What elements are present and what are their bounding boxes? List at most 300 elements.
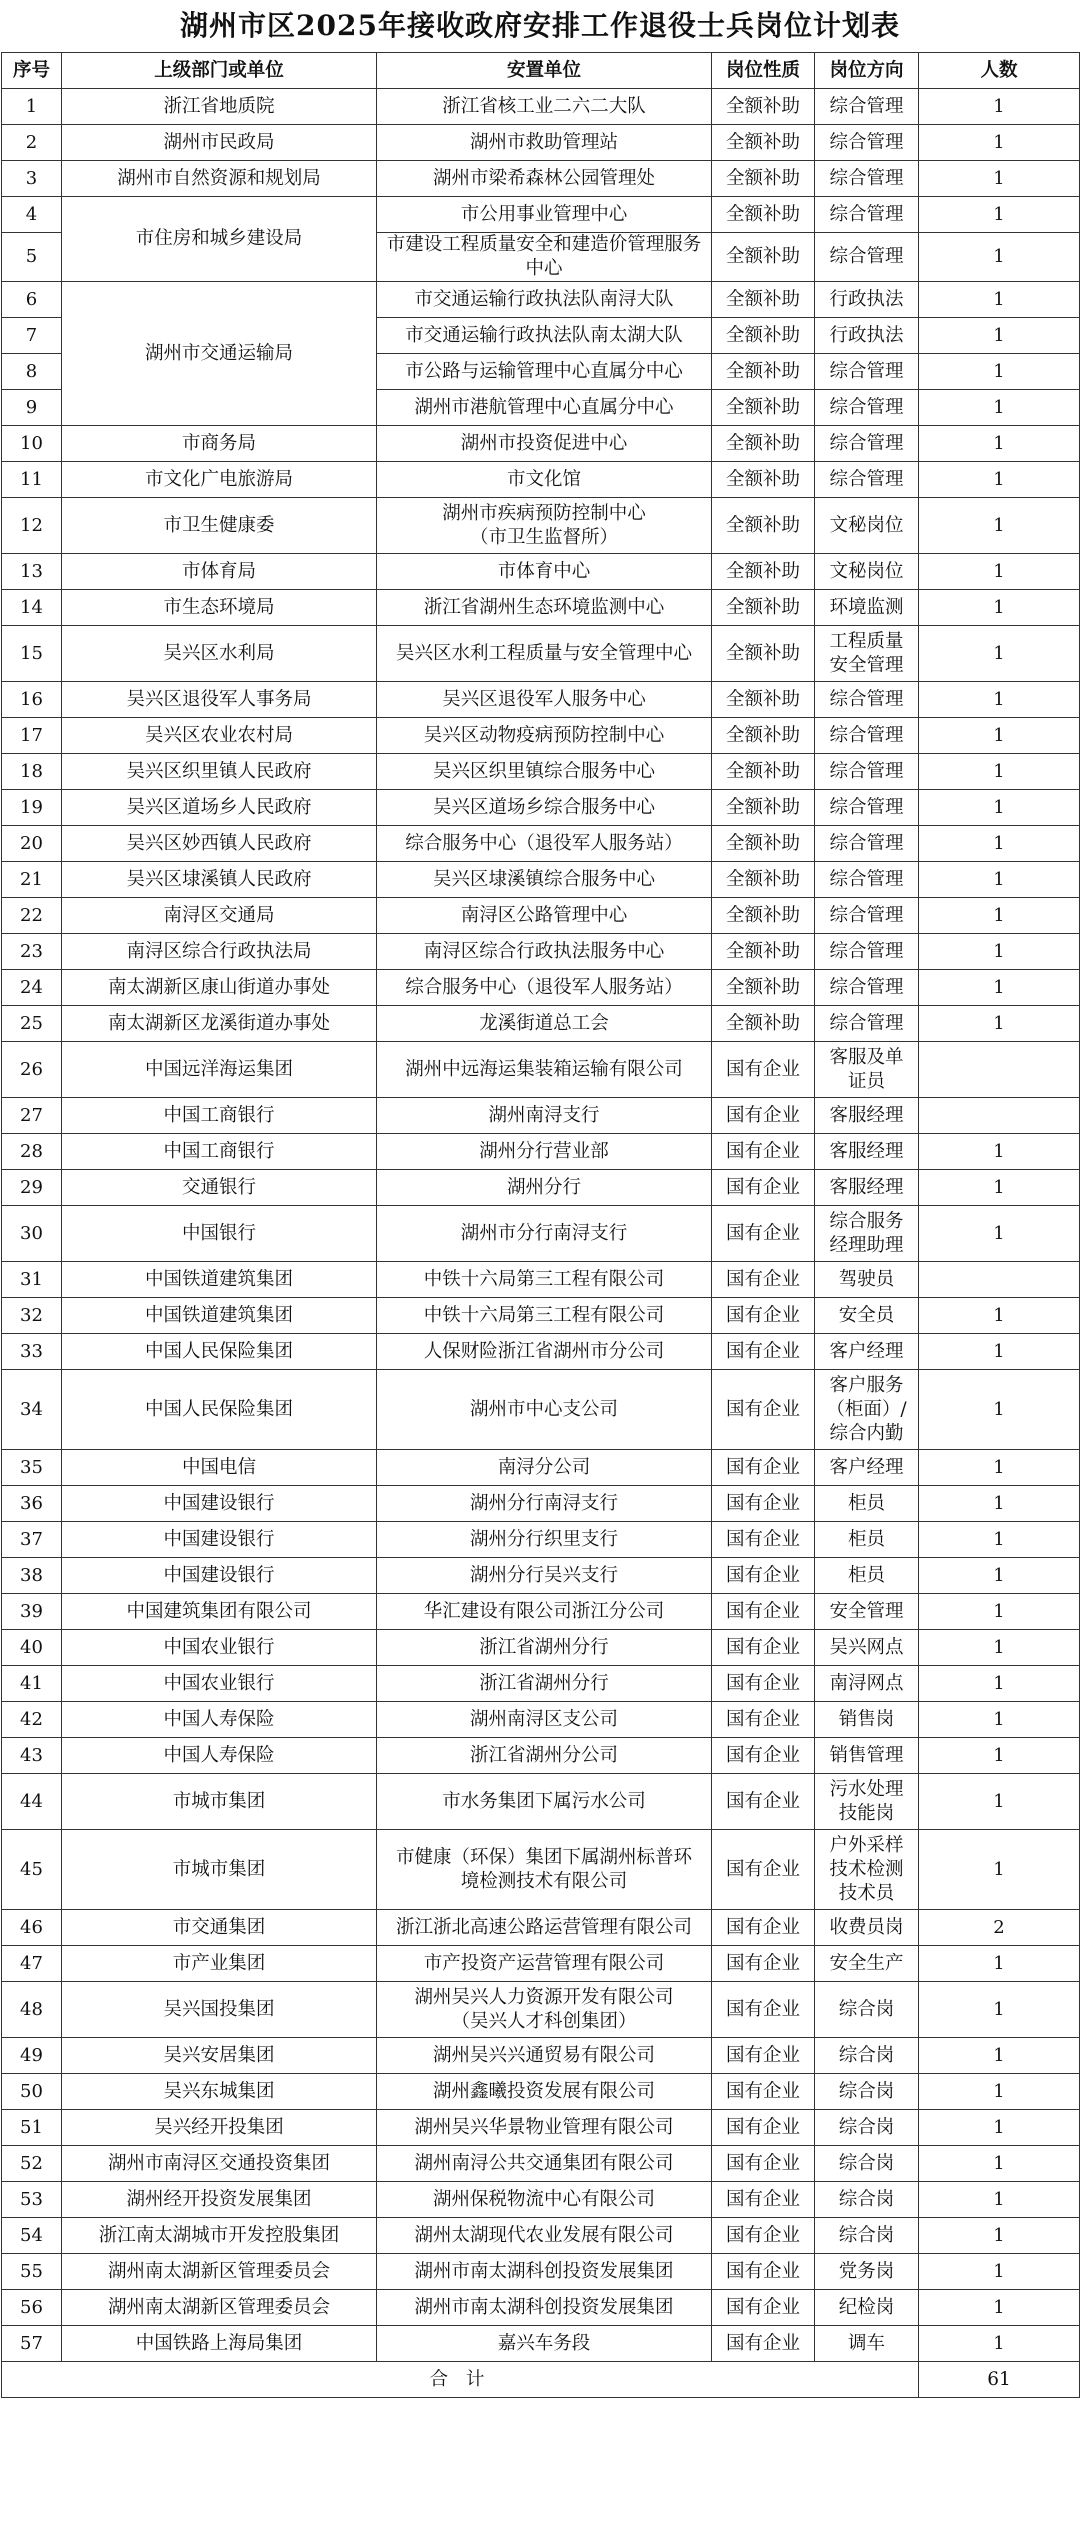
position-direction: 行政执法 bbox=[815, 318, 919, 354]
table-row bbox=[2, 2254, 1080, 2290]
headcount bbox=[919, 1042, 1080, 1098]
placement-unit: 人保财险浙江省湖州市分公司 bbox=[377, 1334, 712, 1370]
headcount: 1 bbox=[919, 1594, 1080, 1630]
parent-unit: 吴兴安居集团 bbox=[62, 2038, 377, 2074]
placement-unit: 浙江省湖州分公司 bbox=[377, 1738, 712, 1774]
placement-unit: 湖州吴兴兴通贸易有限公司 bbox=[377, 2038, 712, 2074]
placement-unit: 湖州市投资促进中心 bbox=[377, 426, 712, 462]
parent-unit: 湖州市交通运输局 bbox=[62, 282, 377, 426]
parent-unit: 中国工商银行 bbox=[62, 1134, 377, 1170]
position-direction: 综合管理 bbox=[815, 161, 919, 197]
position-nature: 全额补助 bbox=[712, 970, 815, 1006]
headcount: 1 bbox=[919, 590, 1080, 626]
parent-unit: 市体育局 bbox=[62, 554, 377, 590]
placement-unit: 南浔区综合行政执法服务中心 bbox=[377, 934, 712, 970]
position-nature: 国有企业 bbox=[712, 1486, 815, 1522]
parent-unit: 中国建筑集团有限公司 bbox=[62, 1594, 377, 1630]
parent-unit: 吴兴区退役军人事务局 bbox=[62, 682, 377, 718]
row-index: 46 bbox=[2, 1910, 62, 1946]
position-nature: 全额补助 bbox=[712, 934, 815, 970]
placement-unit: 南浔区公路管理中心 bbox=[377, 898, 712, 934]
table-row bbox=[2, 862, 1080, 898]
placement-unit: 湖州分行 bbox=[377, 1170, 712, 1206]
position-direction: 驾驶员 bbox=[815, 1262, 919, 1298]
page-title: 湖州市区2025年接收政府安排工作退役士兵岗位计划表 bbox=[180, 9, 900, 42]
position-direction: 户外采样 技术检测 技术员 bbox=[815, 1830, 919, 1910]
position-direction: 综合管理 bbox=[815, 1006, 919, 1042]
table-row bbox=[2, 898, 1080, 934]
row-index: 22 bbox=[2, 898, 62, 934]
placement-unit: 吴兴区织里镇综合服务中心 bbox=[377, 754, 712, 790]
row-index: 38 bbox=[2, 1558, 62, 1594]
position-direction: 综合管理 bbox=[815, 197, 919, 233]
position-nature: 全额补助 bbox=[712, 125, 815, 161]
placement-unit: 市公路与运输管理中心直属分中心 bbox=[377, 354, 712, 390]
table-row bbox=[2, 682, 1080, 718]
table-row bbox=[2, 1262, 1080, 1298]
placement-unit: 浙江省湖州分行 bbox=[377, 1666, 712, 1702]
table-row bbox=[2, 1666, 1080, 1702]
placement-unit: 吴兴区道场乡综合服务中心 bbox=[377, 790, 712, 826]
headcount bbox=[919, 1098, 1080, 1134]
position-direction: 纪检岗 bbox=[815, 2290, 919, 2326]
table-row bbox=[2, 1170, 1080, 1206]
position-nature: 国有企业 bbox=[712, 2218, 815, 2254]
row-index: 13 bbox=[2, 554, 62, 590]
parent-unit: 吴兴国投集团 bbox=[62, 1982, 377, 2038]
table-row bbox=[2, 718, 1080, 754]
row-index: 28 bbox=[2, 1134, 62, 1170]
headcount: 1 bbox=[919, 1830, 1080, 1910]
position-nature: 全额补助 bbox=[712, 1006, 815, 1042]
table-row bbox=[2, 2326, 1080, 2362]
position-nature: 国有企业 bbox=[712, 1946, 815, 1982]
position-direction: 柜员 bbox=[815, 1558, 919, 1594]
position-direction: 综合岗 bbox=[815, 1982, 919, 2038]
position-direction: 污水处理 技能岗 bbox=[815, 1774, 919, 1830]
position-nature: 全额补助 bbox=[712, 754, 815, 790]
placement-unit: 龙溪街道总工会 bbox=[377, 1006, 712, 1042]
position-direction: 销售岗 bbox=[815, 1702, 919, 1738]
placement-unit: 湖州吴兴华景物业管理有限公司 bbox=[377, 2110, 712, 2146]
placement-unit: 湖州吴兴人力资源开发有限公司 （吴兴人才科创集团） bbox=[377, 1982, 712, 2038]
position-nature: 全额补助 bbox=[712, 233, 815, 282]
placement-unit: 市产投资产运营管理有限公司 bbox=[377, 1946, 712, 1982]
position-direction: 综合管理 bbox=[815, 826, 919, 862]
row-index: 53 bbox=[2, 2182, 62, 2218]
row-index: 3 bbox=[2, 161, 62, 197]
placement-unit: 湖州市南太湖科创投资发展集团 bbox=[377, 2290, 712, 2326]
headcount: 1 bbox=[919, 1738, 1080, 1774]
headcount: 1 bbox=[919, 462, 1080, 498]
position-nature: 国有企业 bbox=[712, 1450, 815, 1486]
row-index: 42 bbox=[2, 1702, 62, 1738]
position-nature: 国有企业 bbox=[712, 1666, 815, 1702]
parent-unit: 吴兴区织里镇人民政府 bbox=[62, 754, 377, 790]
row-index: 33 bbox=[2, 1334, 62, 1370]
placement-unit: 中铁十六局第三工程有限公司 bbox=[377, 1298, 712, 1334]
table-row bbox=[2, 1298, 1080, 1334]
row-index: 39 bbox=[2, 1594, 62, 1630]
parent-unit: 吴兴东城集团 bbox=[62, 2074, 377, 2110]
placement-unit: 浙江浙北高速公路运营管理有限公司 bbox=[377, 1910, 712, 1946]
row-index: 25 bbox=[2, 1006, 62, 1042]
parent-unit: 中国工商银行 bbox=[62, 1098, 377, 1134]
table-row bbox=[2, 2038, 1080, 2074]
table-row bbox=[2, 590, 1080, 626]
position-nature: 全额补助 bbox=[712, 590, 815, 626]
placement-unit: 湖州市港航管理中心直属分中心 bbox=[377, 390, 712, 426]
row-index: 55 bbox=[2, 2254, 62, 2290]
position-direction: 客户经理 bbox=[815, 1334, 919, 1370]
table-row bbox=[2, 1522, 1080, 1558]
row-index: 12 bbox=[2, 498, 62, 554]
row-index: 57 bbox=[2, 2326, 62, 2362]
parent-unit: 吴兴区水利局 bbox=[62, 626, 377, 682]
table-row bbox=[2, 1042, 1080, 1098]
parent-unit: 中国建设银行 bbox=[62, 1486, 377, 1522]
headcount: 1 bbox=[919, 1666, 1080, 1702]
headcount: 1 bbox=[919, 790, 1080, 826]
position-nature: 全额补助 bbox=[712, 390, 815, 426]
headcount: 1 bbox=[919, 1982, 1080, 2038]
position-direction: 综合管理 bbox=[815, 462, 919, 498]
placement-unit: 市交通运输行政执法队南太湖大队 bbox=[377, 318, 712, 354]
headcount: 1 bbox=[919, 1370, 1080, 1450]
table-row bbox=[2, 1006, 1080, 1042]
headcount: 1 bbox=[919, 626, 1080, 682]
table-header-row bbox=[2, 53, 1080, 89]
position-nature: 国有企业 bbox=[712, 1774, 815, 1830]
table-row bbox=[2, 426, 1080, 462]
placement-unit: 湖州南浔区支公司 bbox=[377, 1702, 712, 1738]
header-parent-unit: 上级部门或单位 bbox=[62, 53, 377, 89]
parent-unit: 市城市集团 bbox=[62, 1774, 377, 1830]
row-index: 20 bbox=[2, 826, 62, 862]
row-index: 31 bbox=[2, 1262, 62, 1298]
placement-unit: 市健康（环保）集团下属湖州标普环 境检测技术有限公司 bbox=[377, 1830, 712, 1910]
position-nature: 国有企业 bbox=[712, 1558, 815, 1594]
row-index: 26 bbox=[2, 1042, 62, 1098]
row-index: 51 bbox=[2, 2110, 62, 2146]
parent-unit: 湖州市自然资源和规划局 bbox=[62, 161, 377, 197]
position-direction: 调车 bbox=[815, 2326, 919, 2362]
table-row bbox=[2, 1830, 1080, 1910]
placement-unit: 吴兴区动物疫病预防控制中心 bbox=[377, 718, 712, 754]
headcount: 1 bbox=[919, 2326, 1080, 2362]
position-nature: 全额补助 bbox=[712, 718, 815, 754]
position-direction: 客服经理 bbox=[815, 1098, 919, 1134]
parent-unit: 中国人民保险集团 bbox=[62, 1370, 377, 1450]
table-row bbox=[2, 1206, 1080, 1262]
headcount: 1 bbox=[919, 1206, 1080, 1262]
position-nature: 国有企业 bbox=[712, 2110, 815, 2146]
placement-unit: 市文化馆 bbox=[377, 462, 712, 498]
placement-unit: 湖州分行织里支行 bbox=[377, 1522, 712, 1558]
placement-unit: 湖州市分行南浔支行 bbox=[377, 1206, 712, 1262]
position-direction: 安全员 bbox=[815, 1298, 919, 1334]
position-direction: 安全生产 bbox=[815, 1946, 919, 1982]
placement-unit: 市体育中心 bbox=[377, 554, 712, 590]
parent-unit: 吴兴区农业农村局 bbox=[62, 718, 377, 754]
table-row bbox=[2, 1098, 1080, 1134]
parent-unit: 市文化广电旅游局 bbox=[62, 462, 377, 498]
row-index: 5 bbox=[2, 233, 62, 282]
header-count: 人数 bbox=[919, 53, 1080, 89]
headcount: 1 bbox=[919, 718, 1080, 754]
header-index: 序号 bbox=[2, 53, 62, 89]
position-nature: 全额补助 bbox=[712, 197, 815, 233]
parent-unit: 南浔区交通局 bbox=[62, 898, 377, 934]
placement-unit: 吴兴区埭溪镇综合服务中心 bbox=[377, 862, 712, 898]
parent-unit: 南太湖新区龙溪街道办事处 bbox=[62, 1006, 377, 1042]
table-row bbox=[2, 1774, 1080, 1830]
parent-unit: 吴兴区道场乡人民政府 bbox=[62, 790, 377, 826]
headcount: 1 bbox=[919, 2290, 1080, 2326]
position-nature: 国有企业 bbox=[712, 1738, 815, 1774]
headcount: 1 bbox=[919, 354, 1080, 390]
parent-unit: 市城市集团 bbox=[62, 1830, 377, 1910]
position-nature: 国有企业 bbox=[712, 1042, 815, 1098]
position-nature: 全额补助 bbox=[712, 426, 815, 462]
parent-unit: 南浔区综合行政执法局 bbox=[62, 934, 377, 970]
position-direction: 综合管理 bbox=[815, 125, 919, 161]
parent-unit: 中国建设银行 bbox=[62, 1522, 377, 1558]
headcount: 1 bbox=[919, 1170, 1080, 1206]
position-direction: 综合管理 bbox=[815, 426, 919, 462]
row-index: 9 bbox=[2, 390, 62, 426]
placement-unit: 湖州市中心支公司 bbox=[377, 1370, 712, 1450]
placement-unit: 湖州市南太湖科创投资发展集团 bbox=[377, 2254, 712, 2290]
placement-unit: 中铁十六局第三工程有限公司 bbox=[377, 1262, 712, 1298]
position-direction: 综合管理 bbox=[815, 970, 919, 1006]
position-direction: 综合管理 bbox=[815, 754, 919, 790]
placement-unit: 湖州市救助管理站 bbox=[377, 125, 712, 161]
position-nature: 国有企业 bbox=[712, 2254, 815, 2290]
row-index: 7 bbox=[2, 318, 62, 354]
position-direction: 南浔网点 bbox=[815, 1666, 919, 1702]
parent-unit: 中国人寿保险 bbox=[62, 1738, 377, 1774]
placement-unit: 湖州鑫曦投资发展有限公司 bbox=[377, 2074, 712, 2110]
headcount: 1 bbox=[919, 318, 1080, 354]
table-row bbox=[2, 970, 1080, 1006]
table-row bbox=[2, 1334, 1080, 1370]
table-row bbox=[2, 2290, 1080, 2326]
headcount: 1 bbox=[919, 498, 1080, 554]
position-nature: 全额补助 bbox=[712, 626, 815, 682]
placement-unit: 南浔分公司 bbox=[377, 1450, 712, 1486]
row-index: 43 bbox=[2, 1738, 62, 1774]
placement-unit: 湖州市梁希森林公园管理处 bbox=[377, 161, 712, 197]
row-index: 50 bbox=[2, 2074, 62, 2110]
table-row bbox=[2, 554, 1080, 590]
position-direction: 吴兴网点 bbox=[815, 1630, 919, 1666]
placement-unit: 华汇建设有限公司浙江分公司 bbox=[377, 1594, 712, 1630]
position-direction: 收费员岗 bbox=[815, 1910, 919, 1946]
position-nature: 国有企业 bbox=[712, 2074, 815, 2110]
position-nature: 国有企业 bbox=[712, 1098, 815, 1134]
position-direction: 综合岗 bbox=[815, 2074, 919, 2110]
headcount: 1 bbox=[919, 2218, 1080, 2254]
position-nature: 全额补助 bbox=[712, 826, 815, 862]
placement-unit: 市水务集团下属污水公司 bbox=[377, 1774, 712, 1830]
position-nature: 国有企业 bbox=[712, 1630, 815, 1666]
position-nature: 全额补助 bbox=[712, 161, 815, 197]
placement-unit: 市建设工程质量安全和建造价管理服务中心 bbox=[377, 233, 712, 282]
table-row bbox=[2, 826, 1080, 862]
parent-unit: 湖州南太湖新区管理委员会 bbox=[62, 2254, 377, 2290]
table-row bbox=[2, 934, 1080, 970]
table-row bbox=[2, 1946, 1080, 1982]
position-direction: 柜员 bbox=[815, 1486, 919, 1522]
headcount: 1 bbox=[919, 2038, 1080, 2074]
position-direction: 客户经理 bbox=[815, 1450, 919, 1486]
table-row bbox=[2, 1738, 1080, 1774]
position-nature: 国有企业 bbox=[712, 1594, 815, 1630]
placement-unit: 湖州市疾病预防控制中心 （市卫生监督所） bbox=[377, 498, 712, 554]
parent-unit: 浙江南太湖城市开发控股集团 bbox=[62, 2218, 377, 2254]
row-index: 17 bbox=[2, 718, 62, 754]
table-row bbox=[2, 2110, 1080, 2146]
parent-unit: 中国电信 bbox=[62, 1450, 377, 1486]
position-direction: 环境监测 bbox=[815, 590, 919, 626]
row-index: 36 bbox=[2, 1486, 62, 1522]
headcount: 1 bbox=[919, 282, 1080, 318]
position-direction: 安全管理 bbox=[815, 1594, 919, 1630]
headcount: 1 bbox=[919, 426, 1080, 462]
placement-unit: 综合服务中心（退役军人服务站） bbox=[377, 826, 712, 862]
position-nature: 全额补助 bbox=[712, 318, 815, 354]
position-direction: 综合管理 bbox=[815, 233, 919, 282]
position-direction: 客服经理 bbox=[815, 1134, 919, 1170]
parent-unit: 浙江省地质院 bbox=[62, 89, 377, 125]
table-row bbox=[2, 1370, 1080, 1450]
table-row bbox=[2, 1594, 1080, 1630]
total-value: 61 bbox=[919, 2362, 1080, 2398]
position-direction: 综合管理 bbox=[815, 89, 919, 125]
row-index: 10 bbox=[2, 426, 62, 462]
header-placement-unit: 安置单位 bbox=[377, 53, 712, 89]
parent-unit: 湖州市南浔区交通投资集团 bbox=[62, 2146, 377, 2182]
headcount: 1 bbox=[919, 161, 1080, 197]
headcount: 1 bbox=[919, 1558, 1080, 1594]
placement-unit: 综合服务中心（退役军人服务站） bbox=[377, 970, 712, 1006]
positions-table bbox=[1, 52, 1080, 2398]
position-direction: 工程质量 安全管理 bbox=[815, 626, 919, 682]
position-nature: 国有企业 bbox=[712, 2038, 815, 2074]
parent-unit: 市住房和城乡建设局 bbox=[62, 197, 377, 282]
position-direction: 综合岗 bbox=[815, 2110, 919, 2146]
position-direction: 综合管理 bbox=[815, 862, 919, 898]
position-direction: 文秘岗位 bbox=[815, 498, 919, 554]
row-index: 48 bbox=[2, 1982, 62, 2038]
table-row bbox=[2, 161, 1080, 197]
position-nature: 国有企业 bbox=[712, 1910, 815, 1946]
position-nature: 国有企业 bbox=[712, 1262, 815, 1298]
row-index: 8 bbox=[2, 354, 62, 390]
row-index: 23 bbox=[2, 934, 62, 970]
headcount: 1 bbox=[919, 2146, 1080, 2182]
parent-unit: 南太湖新区康山街道办事处 bbox=[62, 970, 377, 1006]
row-index: 52 bbox=[2, 2146, 62, 2182]
position-direction: 综合管理 bbox=[815, 682, 919, 718]
header-direction: 岗位方向 bbox=[815, 53, 919, 89]
table-row bbox=[2, 2074, 1080, 2110]
row-index: 29 bbox=[2, 1170, 62, 1206]
row-index: 6 bbox=[2, 282, 62, 318]
parent-unit: 交通银行 bbox=[62, 1170, 377, 1206]
position-nature: 全额补助 bbox=[712, 898, 815, 934]
table-row bbox=[2, 1134, 1080, 1170]
position-nature: 国有企业 bbox=[712, 1170, 815, 1206]
position-nature: 全额补助 bbox=[712, 354, 815, 390]
row-index: 54 bbox=[2, 2218, 62, 2254]
parent-unit: 市商务局 bbox=[62, 426, 377, 462]
row-index: 21 bbox=[2, 862, 62, 898]
position-nature: 国有企业 bbox=[712, 1334, 815, 1370]
position-nature: 国有企业 bbox=[712, 2182, 815, 2218]
placement-unit: 湖州分行营业部 bbox=[377, 1134, 712, 1170]
position-nature: 国有企业 bbox=[712, 1702, 815, 1738]
headcount: 1 bbox=[919, 898, 1080, 934]
parent-unit: 吴兴经开投集团 bbox=[62, 2110, 377, 2146]
headcount bbox=[919, 1262, 1080, 1298]
position-direction: 文秘岗位 bbox=[815, 554, 919, 590]
position-direction: 综合岗 bbox=[815, 2182, 919, 2218]
row-index: 1 bbox=[2, 89, 62, 125]
headcount: 1 bbox=[919, 1522, 1080, 1558]
position-nature: 国有企业 bbox=[712, 2146, 815, 2182]
parent-unit: 中国建设银行 bbox=[62, 1558, 377, 1594]
row-index: 14 bbox=[2, 590, 62, 626]
position-nature: 全额补助 bbox=[712, 862, 815, 898]
headcount: 1 bbox=[919, 1298, 1080, 1334]
table-row bbox=[2, 2182, 1080, 2218]
placement-unit: 市交通运输行政执法队南浔大队 bbox=[377, 282, 712, 318]
parent-unit: 湖州市民政局 bbox=[62, 125, 377, 161]
row-index: 40 bbox=[2, 1630, 62, 1666]
placement-unit: 嘉兴车务段 bbox=[377, 2326, 712, 2362]
position-nature: 全额补助 bbox=[712, 282, 815, 318]
total-row bbox=[2, 2362, 1080, 2398]
placement-unit: 浙江省湖州分行 bbox=[377, 1630, 712, 1666]
headcount: 1 bbox=[919, 1006, 1080, 1042]
headcount: 1 bbox=[919, 125, 1080, 161]
table-row bbox=[2, 1910, 1080, 1946]
headcount: 1 bbox=[919, 862, 1080, 898]
table-row bbox=[2, 2218, 1080, 2254]
headcount: 1 bbox=[919, 1334, 1080, 1370]
headcount: 1 bbox=[919, 1134, 1080, 1170]
position-direction: 柜员 bbox=[815, 1522, 919, 1558]
position-direction: 综合管理 bbox=[815, 790, 919, 826]
headcount: 1 bbox=[919, 970, 1080, 1006]
placement-unit: 浙江省湖州生态环境监测中心 bbox=[377, 590, 712, 626]
parent-unit: 市交通集团 bbox=[62, 1910, 377, 1946]
parent-unit: 中国农业银行 bbox=[62, 1666, 377, 1702]
table-row bbox=[2, 125, 1080, 161]
placement-unit: 吴兴区退役军人服务中心 bbox=[377, 682, 712, 718]
headcount: 1 bbox=[919, 233, 1080, 282]
position-nature: 国有企业 bbox=[712, 2326, 815, 2362]
table-row bbox=[2, 626, 1080, 682]
table-row bbox=[2, 89, 1080, 125]
table-row bbox=[2, 282, 1080, 318]
headcount: 1 bbox=[919, 1630, 1080, 1666]
headcount: 1 bbox=[919, 554, 1080, 590]
position-direction: 销售管理 bbox=[815, 1738, 919, 1774]
parent-unit: 中国银行 bbox=[62, 1206, 377, 1262]
